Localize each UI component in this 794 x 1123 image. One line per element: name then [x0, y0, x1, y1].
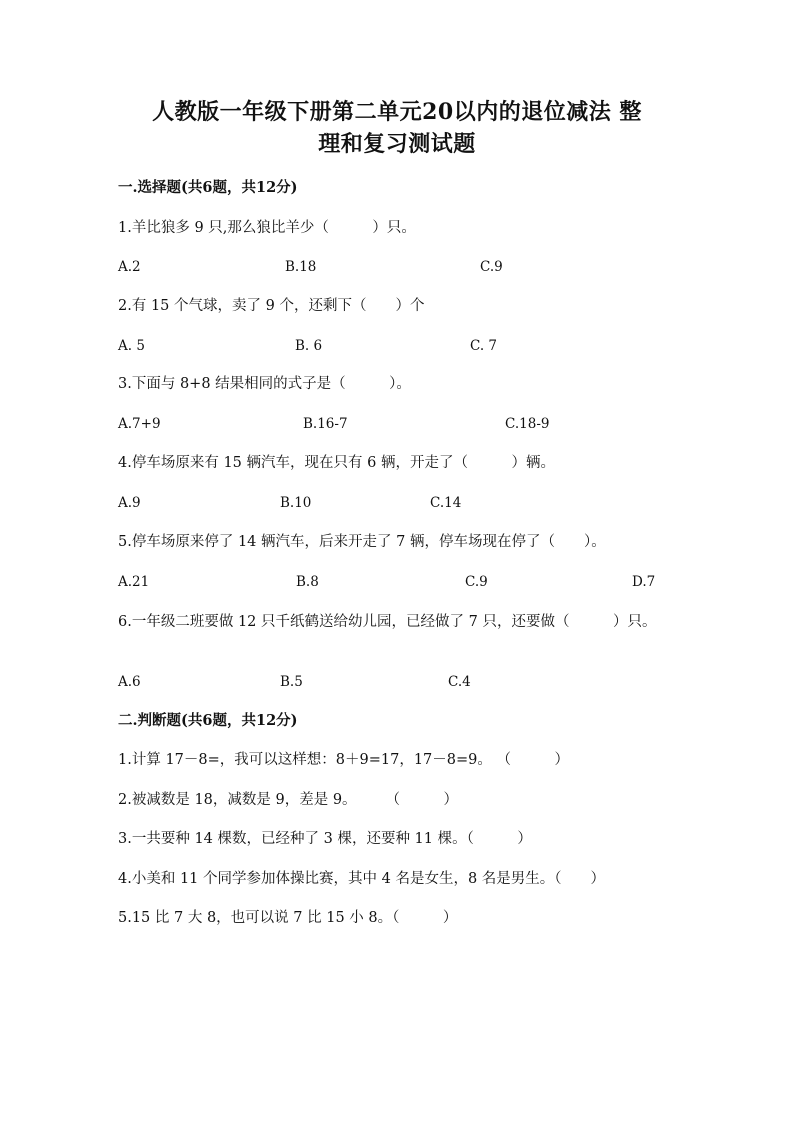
document-title-line-1: 人教版一年级下册第二单元20以内的退位减法 整: [152, 99, 642, 125]
question-text: 6.一年级二班要做 12 只千纸鹤送给幼儿园，已经做了 7 只，还要做（ ）只。: [118, 614, 657, 630]
option-c: C.18-9: [505, 416, 550, 432]
option-b: B.8: [296, 574, 319, 590]
option-b: B.18: [285, 259, 317, 275]
option-c: C. 7: [470, 338, 498, 354]
question-text: 2.有 15 个气球，卖了 9 个，还剩下（ ）个: [118, 298, 425, 314]
document-title-line-2: 理和复习测试题: [318, 131, 476, 157]
question-text: 3.下面与 8+8 结果相同的式子是（ ）。: [118, 376, 411, 392]
option-a: A. 5: [118, 338, 145, 354]
question-text: 5.停车场原来停了 14 辆汽车，后来开走了 7 辆，停车场现在停了（ ）。: [118, 534, 606, 550]
option-b: B.16-7: [303, 416, 348, 432]
option-d: D.7: [632, 574, 656, 590]
option-a: A.9: [118, 495, 141, 511]
judgment-question: 1.计算 17－8=，我可以这样想：8＋9=17，17－8=9。 （ ）: [118, 752, 569, 768]
option-a: A.7+9: [118, 416, 161, 432]
option-b: B. 6: [295, 338, 323, 354]
option-a: A.6: [118, 674, 141, 690]
question-text: 1.羊比狼多 9 只,那么狼比羊少（ ）只。: [118, 220, 416, 236]
option-a: A.2: [118, 259, 141, 275]
question-text: 4.停车场原来有 15 辆汽车，现在只有 6 辆，开走了（ ）辆。: [118, 455, 555, 471]
option-a: A.21: [118, 574, 150, 590]
section-heading-true-false: 二.判断题(共6题，共12分): [118, 712, 298, 729]
option-b: B.5: [280, 674, 303, 690]
option-c: C.14: [430, 495, 462, 511]
judgment-question: 4.小美和 11 个同学参加体操比赛，其中 4 名是女生，8 名是男生。（ ）: [118, 871, 606, 887]
option-c: C.9: [480, 259, 503, 275]
option-c: C.9: [465, 574, 488, 590]
option-b: B.10: [280, 495, 312, 511]
judgment-question: 5.15 比 7 大 8，也可以说 7 比 15 小 8。（ ）: [118, 910, 458, 926]
judgment-question: 2.被减数是 18，减数是 9，差是 9。 （ ）: [118, 792, 459, 808]
section-heading-choice: 一.选择题(共6题，共12分): [118, 179, 298, 196]
option-c: C.4: [448, 674, 471, 690]
judgment-question: 3.一共要种 14 棵数，已经种了 3 棵，还要种 11 棵。（ ）: [118, 831, 532, 847]
